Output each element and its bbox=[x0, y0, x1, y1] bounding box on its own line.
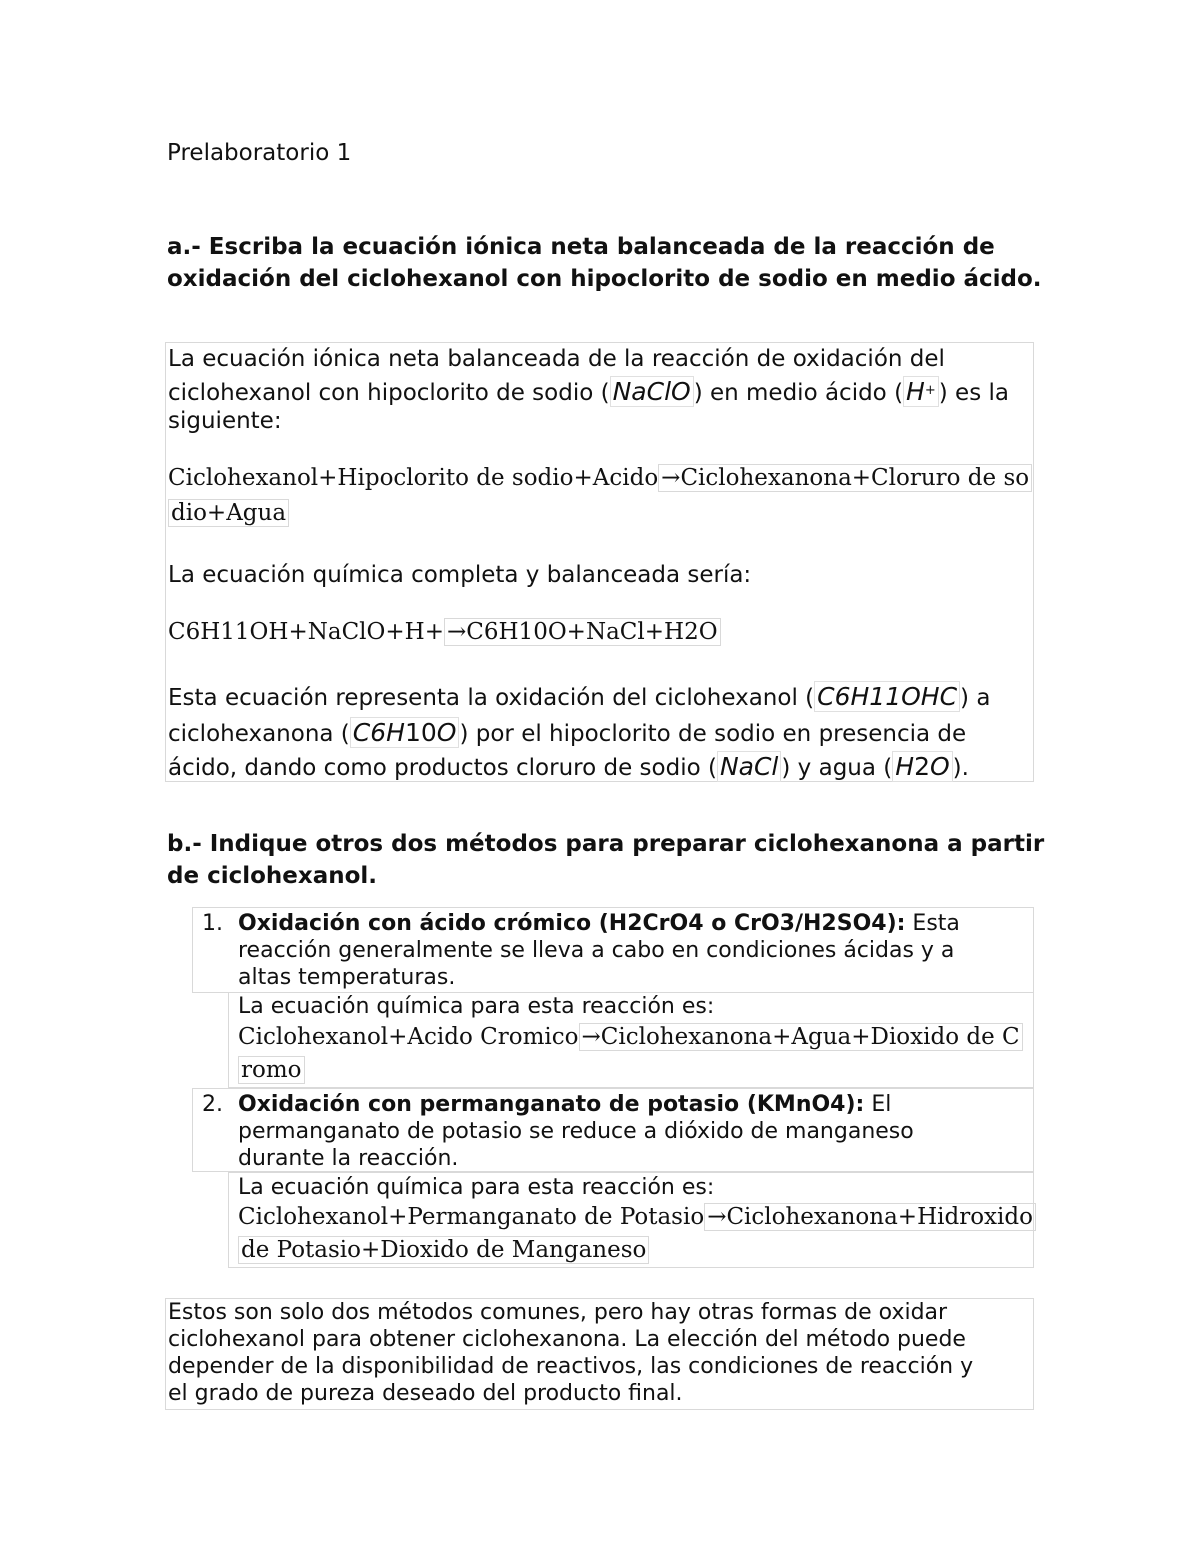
method-1-heading: Oxidación con ácido crómico (H2CrO4 o CrO3/H2SO4): bbox=[238, 911, 906, 936]
formula-plus: + bbox=[924, 383, 936, 398]
explanation-text: ) y agua ( bbox=[781, 755, 893, 781]
formula-c6h10o bbox=[350, 717, 460, 748]
answer-a-intro-line-3: siguiente: bbox=[168, 408, 282, 434]
closing-line-2: ciclohexanol para obtener ciclohexanona. La elección del método puede bbox=[168, 1327, 966, 1352]
explanation-text: ). bbox=[952, 755, 969, 781]
formula-part: C6 bbox=[352, 718, 387, 747]
formula-equation-rhs: →C6H10O+NaCl+H2O bbox=[444, 618, 721, 646]
method-1-line-3: altas temperaturas. bbox=[238, 965, 456, 990]
method-1-equation-rhs: →Ciclohexanona+Agua+Dioxido de C bbox=[579, 1023, 1023, 1051]
explanation-text: ) a bbox=[960, 685, 991, 711]
page-title: Prelaboratorio 1 bbox=[167, 140, 352, 166]
method-1-equation-rhs-cont: romo bbox=[238, 1056, 305, 1084]
method-2-heading: Oxidación con permanganato de potasio (KMnO4): bbox=[238, 1092, 865, 1117]
method-1-equation-box bbox=[228, 992, 1034, 1088]
method-2-equation-label: La ecuación química para esta reacción es: bbox=[238, 1175, 715, 1200]
answer-a-box bbox=[165, 342, 1034, 782]
closing-line-4: el grado de pureza deseado del producto final. bbox=[168, 1381, 683, 1406]
method-1-equation-line-1 bbox=[238, 1024, 1023, 1050]
method-2-equation-box bbox=[228, 1172, 1034, 1268]
method-2-equation-line-2 bbox=[238, 1237, 649, 1263]
formula-part: 10 bbox=[404, 718, 437, 747]
method-2-line-3: durante la reacción. bbox=[238, 1146, 459, 1171]
formula-h2o bbox=[892, 751, 952, 782]
explanation-line-3 bbox=[168, 751, 969, 784]
explanation-line-2 bbox=[168, 717, 966, 750]
intro-text: ciclohexanol con hipoclorito de sodio ( bbox=[168, 380, 610, 406]
explanation-text: ) por el hipoclorito de sodio en presencia de bbox=[459, 721, 967, 747]
closing-paragraph-box bbox=[165, 1298, 1034, 1410]
method-2-equation-rhs: →Ciclohexanona+Hidroxido bbox=[704, 1203, 1036, 1231]
intro-text: ) es la bbox=[938, 380, 1009, 406]
method-2-equation-lhs: Ciclohexanol+Permanganato de Potasio bbox=[238, 1204, 705, 1230]
formula-nacl: NaCl bbox=[717, 751, 781, 782]
explanation-text: Esta ecuación representa la oxidación del ciclohexanol ( bbox=[168, 685, 815, 711]
word-equation-lhs: Ciclohexanol+Hipoclorito de sodio+Acido bbox=[168, 465, 659, 491]
formula-part: H bbox=[386, 718, 405, 747]
word-equation-line-2 bbox=[168, 500, 289, 526]
method-2-line-2: permanganato de potasio se reduce a dióxido de manganeso bbox=[238, 1119, 914, 1144]
formula-equation-lhs: C6H11OH+NaClO+H+ bbox=[168, 619, 444, 645]
explanation-line-1 bbox=[168, 681, 990, 714]
method-1-box bbox=[192, 907, 1034, 993]
question-a: a.- Escriba la ecuación iónica neta balanceada de la reacción de oxidación del ciclohexanol con hipoclorito de sodio en medio ácido. bbox=[167, 234, 1042, 292]
method-2-number: 2. bbox=[202, 1092, 223, 1117]
formula-h: H bbox=[906, 377, 925, 406]
answer-a-intro-line-2 bbox=[168, 375, 1009, 409]
answer-a-intro-line-1: La ecuación iónica neta balanceada de la reacción de oxidación del bbox=[168, 346, 945, 372]
method-1-text: Esta bbox=[905, 911, 960, 936]
method-1-number: 1. bbox=[202, 911, 223, 936]
method-2-box bbox=[192, 1088, 1034, 1172]
word-equation-rhs-cont: dio+Agua bbox=[168, 499, 289, 527]
closing-line-1: Estos son solo dos métodos comunes, pero hay otras formas de oxidar bbox=[168, 1300, 948, 1325]
complete-equation-label: La ecuación química completa y balanceada sería: bbox=[168, 562, 752, 588]
formula-h-plus bbox=[903, 376, 939, 407]
formula-part: O bbox=[929, 752, 950, 781]
formula-naclo: NaClO bbox=[610, 376, 694, 407]
closing-line-3: depender de la disponibilidad de reactivos, las condiciones de reacción y bbox=[168, 1354, 974, 1379]
method-1-equation-label: La ecuación química para esta reacción es: bbox=[238, 994, 715, 1019]
method-1-line-2: reacción generalmente se lleva a cabo en condiciones ácidas y a bbox=[238, 938, 955, 963]
formula-equation bbox=[168, 619, 721, 645]
explanation-text: ácido, dando como productos cloruro de sodio ( bbox=[168, 755, 717, 781]
question-b: b.- Indique otros dos métodos para preparar ciclohexanona a partir de ciclohexanol. bbox=[167, 831, 1045, 889]
method-2-line-1 bbox=[238, 1091, 891, 1119]
method-2-equation-line-1 bbox=[238, 1204, 1036, 1230]
method-1-equation-lhs: Ciclohexanol+Acido Cromico bbox=[238, 1024, 579, 1050]
method-2-text: El bbox=[864, 1092, 892, 1117]
formula-c6h11ohc: C6H11OHC bbox=[814, 681, 960, 712]
formula-part: H bbox=[895, 752, 915, 781]
method-2-equation-rhs-cont: de Potasio+Dioxido de Manganeso bbox=[238, 1236, 649, 1264]
intro-text: ) en medio ácido ( bbox=[693, 380, 904, 406]
method-1-line-1 bbox=[238, 910, 960, 938]
formula-part: 2 bbox=[914, 752, 930, 781]
method-1-equation-line-2 bbox=[238, 1057, 305, 1083]
formula-part: O bbox=[436, 718, 457, 747]
word-equation-line-1 bbox=[168, 465, 1032, 491]
explanation-text: ciclohexanona ( bbox=[168, 721, 350, 747]
word-equation-rhs: →Ciclohexanona+Cloruro de so bbox=[658, 464, 1032, 492]
